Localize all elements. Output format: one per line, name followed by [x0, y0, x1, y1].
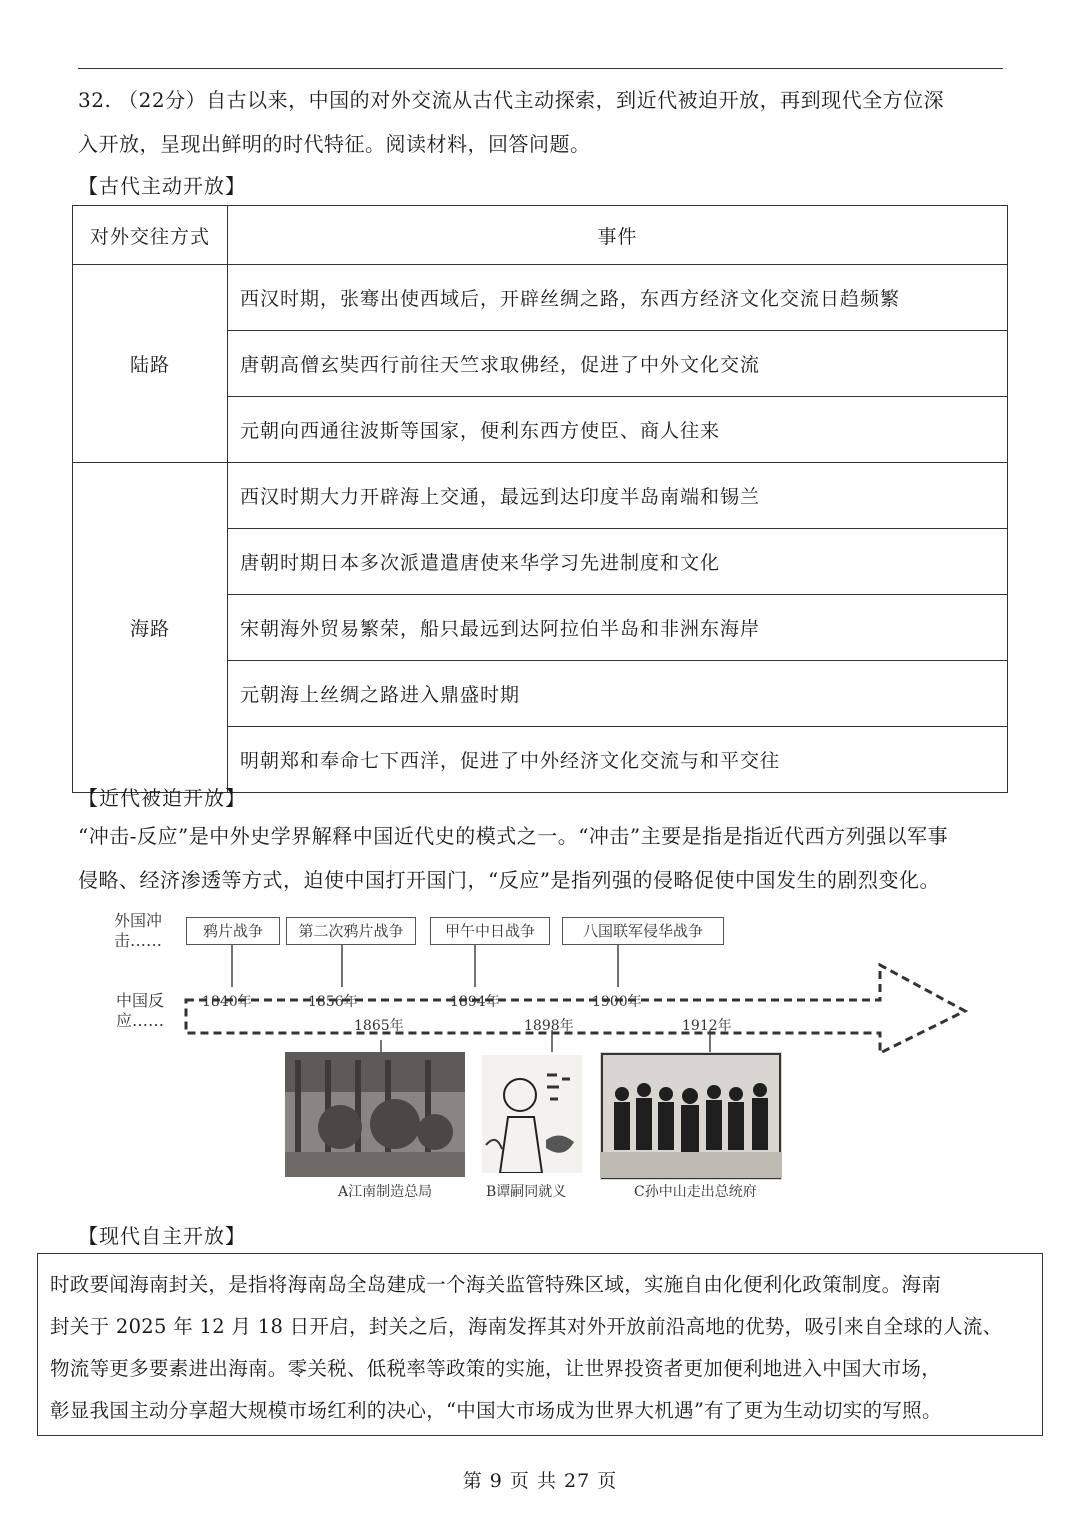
year-1900: 1900年	[592, 994, 642, 1010]
event-cell: 唐朝高僧玄奘西行前往天竺求取佛经，促进了中外文化交流	[228, 331, 1008, 397]
caption-c: C孙中山走出总统府	[634, 1184, 757, 1200]
photo-jiangnan-arsenal	[285, 1052, 465, 1177]
table-row	[73, 463, 1008, 529]
caption-a: A江南制造总局	[338, 1184, 433, 1200]
news-line: 物流等更多要素进出海南。零关税、低税率等政策的实施，让世界投资者更加便利地进入中国大市场，	[50, 1357, 942, 1380]
event-cell: 西汉时期大力开辟海上交通，最远到达印度半岛南端和锡兰	[228, 463, 1008, 529]
mode-sea: 海路	[73, 463, 228, 793]
question-intro-text: 自古以来，中国的对外交流从古代主动探索，到近代被迫开放，再到现代全方位深	[206, 88, 945, 112]
label-china-response-line-2: 应……	[116, 1011, 165, 1030]
caption-b: B谭嗣同就义	[486, 1184, 567, 1200]
event-cell: 西汉时期，张骞出使西域后，开辟丝绸之路，东西方经济文化交流日趋频繁	[228, 265, 1008, 331]
label-foreign-impact-line-1: 外国冲	[114, 911, 163, 930]
year-1840: 1840年	[202, 994, 252, 1010]
event-cell: 元朝向西通往波斯等国家，便利东西方使臣、商人往来	[228, 397, 1008, 463]
event-cell: 明朝郑和奉命七下西洋，促进了中外经济文化交流与和平交往	[228, 727, 1008, 793]
exchange-table	[72, 205, 1008, 793]
header-mode: 对外交往方式	[73, 206, 228, 265]
section-title-contemporary: 【现代自主开放】	[78, 1224, 246, 1248]
war-box-second-opium: 第二次鸦片战争	[286, 917, 416, 945]
photo-tan-sitong	[482, 1055, 582, 1173]
year-1912: 1912年	[682, 1018, 732, 1034]
label-china-response-line-1: 中国反	[116, 991, 165, 1010]
mode-land: 陆路	[73, 265, 228, 463]
table-row	[73, 265, 1008, 331]
timeline-arrow	[186, 965, 965, 1053]
contemporary-news-box	[37, 1253, 1043, 1436]
question-intro-line-1	[78, 78, 1008, 122]
modern-paragraph	[78, 814, 1008, 902]
modern-paragraph-line-1: “冲击-反应”是中外史学界解释中国近代史的模式之一。“冲击”主要是指是指近代西方列强以军事	[78, 824, 949, 848]
war-box-eight-nation: 八国联军侵华战争	[562, 917, 724, 945]
label-foreign-impact-line-2: 击……	[114, 931, 163, 950]
timeline-figure	[110, 905, 980, 1205]
war-box-opium: 鸦片战争	[186, 917, 280, 945]
news-line: 封关于 2025 年 12 月 18 日开启，封关之后，海南发挥其对外开放前沿高地的优势，吸引来自全球的人流、	[50, 1315, 1003, 1338]
modern-paragraph-line-2: 侵略、经济渗透等方式，迫使中国打开国门，“反应”是指列强的侵略促使中国发生的剧烈变化。	[78, 868, 940, 892]
year-1865: 1865年	[354, 1018, 404, 1034]
question-intro	[78, 78, 1008, 166]
event-cell: 宋朝海外贸易繁荣，船只最远到达阿拉伯半岛和非洲东海岸	[228, 595, 1008, 661]
year-1898: 1898年	[524, 1018, 574, 1034]
section-title-ancient: 【古代主动开放】	[78, 174, 246, 198]
top-rule	[78, 68, 1003, 69]
event-cell: 元朝海上丝绸之路进入鼎盛时期	[228, 661, 1008, 727]
question-number: 32.	[78, 88, 112, 112]
header-event: 事件	[228, 206, 1008, 265]
question-points: （22分）	[118, 88, 207, 112]
news-line: 时政要闻海南封关，是指将海南岛全岛建成一个海关监管特殊区域，实施自由化便利化政策制度。海南	[50, 1273, 942, 1296]
table-header-row	[73, 206, 1008, 265]
question-intro-line-2: 入开放，呈现出鲜明的时代特征。阅读材料，回答问题。	[78, 132, 591, 156]
page-footer: 第 9 页 共 27 页	[462, 1470, 618, 1492]
news-line: 彰显我国主动分享超大规模市场红利的决心，“中国大市场成为世界大机遇”有了更为生动切实的写照。	[50, 1399, 942, 1422]
photo-sun-yatsen	[600, 1052, 782, 1180]
event-cell: 唐朝时期日本多次派遣遣唐使来华学习先进制度和文化	[228, 529, 1008, 595]
year-1856: 1856年	[308, 994, 358, 1010]
section-title-modern: 【近代被迫开放】	[78, 786, 246, 810]
war-box-sino-japanese: 甲午中日战争	[430, 917, 550, 945]
year-1894: 1894年	[450, 994, 500, 1010]
